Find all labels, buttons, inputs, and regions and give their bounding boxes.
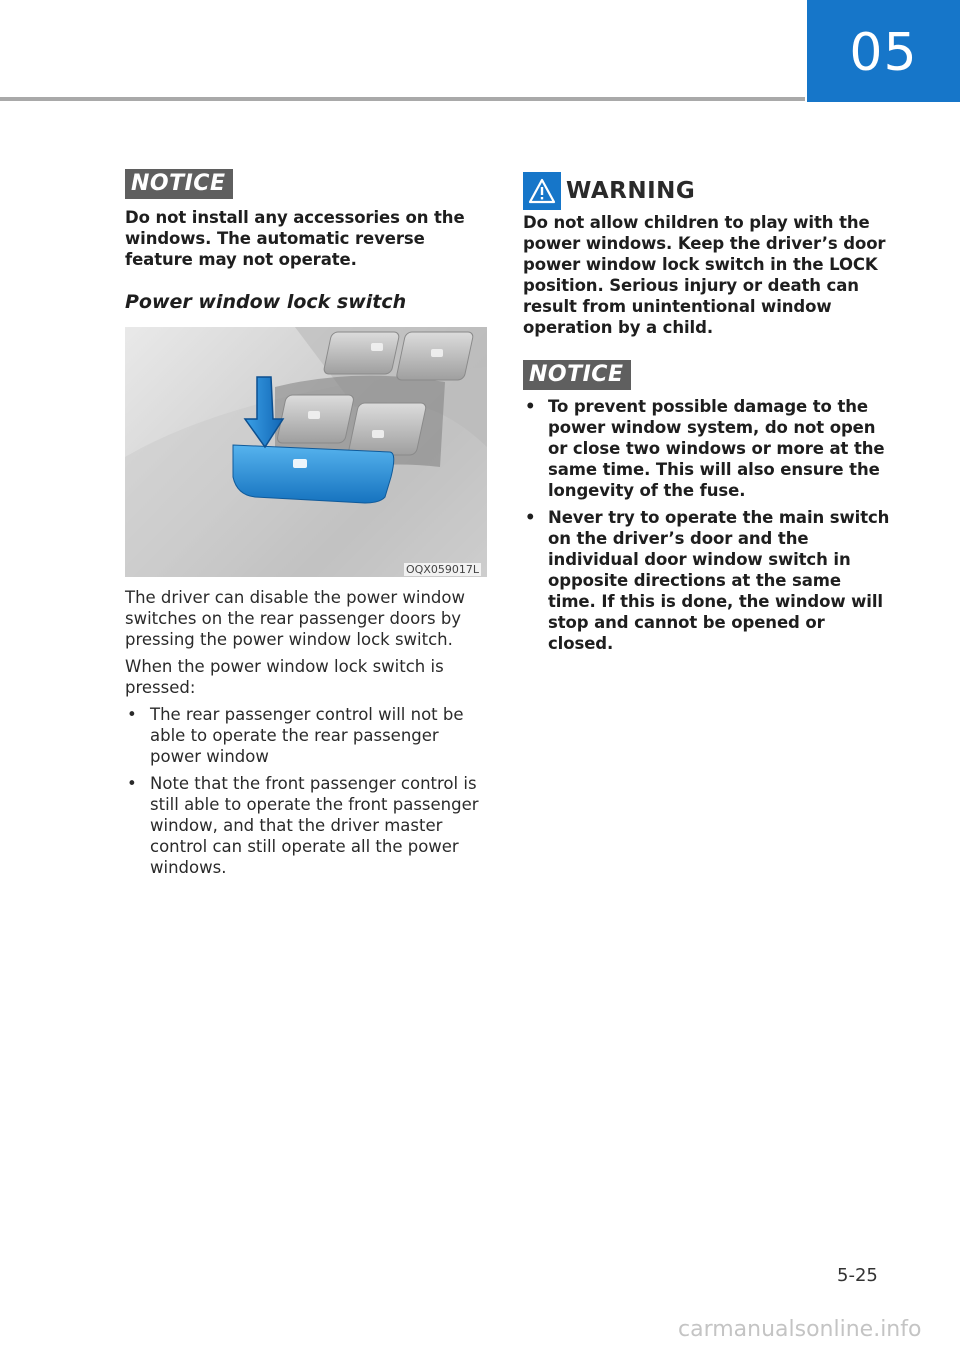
page-number: 5-25 bbox=[837, 1265, 878, 1286]
bullet-dot: • bbox=[127, 705, 137, 724]
list-item: • The rear passenger control will not be able to operate the rear passenger power window bbox=[127, 705, 464, 766]
notice-bullet-list bbox=[523, 396, 893, 654]
section-title: Power window lock switch bbox=[125, 291, 407, 313]
power-window-lock-switch-figure bbox=[125, 327, 487, 577]
watermark: carmanualsonline.info bbox=[678, 1317, 922, 1342]
warning-triangle-icon bbox=[523, 172, 561, 210]
notice-block bbox=[523, 360, 893, 654]
bullet-dot: • bbox=[525, 397, 536, 416]
list-item: • Never try to operate the main switch on the driver’s door and the individual door window switch in opposite directions at the same time. If this is done, the window will stop and cannot be opened or closed. bbox=[525, 508, 890, 653]
right-column bbox=[523, 172, 893, 660]
body-bullet-list bbox=[125, 704, 487, 878]
chapter-tab: 05 bbox=[807, 0, 960, 102]
notice-badge: NOTICE bbox=[523, 360, 631, 390]
switch-illustration bbox=[125, 327, 487, 577]
warning-header bbox=[523, 172, 893, 210]
list-item: • To prevent possible damage to the power window system, do not open or close two windows or more at the same time. This will also ensure the longevity of the fuse. bbox=[525, 397, 885, 500]
bullet-dot: • bbox=[127, 774, 137, 793]
warning-text: Do not allow children to play with the power windows. Keep the driver’s door power window lock switch in the LOCK position. Serious injury or death can result from unintentional window operation by a child. bbox=[523, 213, 886, 337]
body-paragraph: The driver can disable the power window switches on the rear passenger doors by pressing the power window lock switch. bbox=[125, 588, 465, 649]
figure-code: OQX059017L bbox=[406, 563, 479, 576]
left-column bbox=[125, 169, 487, 884]
header-rule bbox=[0, 97, 805, 101]
bullet-dot: • bbox=[525, 508, 536, 527]
body-paragraph: When the power window lock switch is pressed: bbox=[125, 657, 444, 697]
warning-title: WARNING bbox=[566, 178, 696, 204]
notice-badge: NOTICE bbox=[125, 169, 233, 199]
list-item: • Note that the front passenger control is still able to operate the front passenger window, and that the driver master control can still operate all the power windows. bbox=[127, 774, 479, 877]
notice-text: Do not install any accessories on the windows. The automatic reverse feature may not operate. bbox=[125, 208, 465, 269]
